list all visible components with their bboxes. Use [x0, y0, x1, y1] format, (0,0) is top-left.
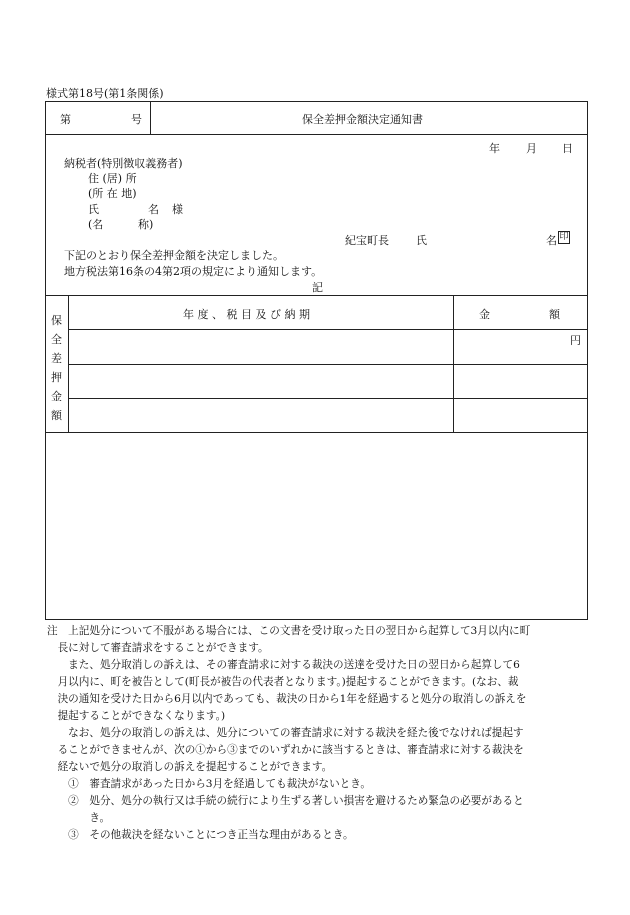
number-label-left: 第: [60, 113, 71, 126]
table-top-border: [45, 295, 588, 296]
date-day: 日: [562, 142, 573, 155]
note-line: ① 審査請求があった日から3月を経過しても裁決がないとき。: [47, 778, 372, 790]
note-line: ③ その他裁決を経ないことにつき正当な理由があるとき。: [47, 829, 354, 841]
addressee-corp-left: (名: [88, 218, 104, 231]
note-line: き。: [47, 812, 111, 824]
notice-line-1: 下記のとおり保全差押金額を決定しました。: [64, 249, 284, 262]
addressee-heading: 納税者(特別徴収義務者): [64, 157, 183, 170]
addressee-address: 住 (居) 所: [88, 172, 137, 185]
date-month: 月: [526, 142, 537, 155]
note-line: 長に対して審査請求をすることができます。: [47, 642, 269, 654]
column-header-amount-right: 額: [549, 308, 560, 321]
yen-unit: 円: [570, 334, 581, 347]
table-row-line-1: [68, 329, 588, 330]
note-line: 月以内に、町を被告として(町長が被告の代表者となります。)提起することができます。(なお、裁: [47, 676, 519, 688]
note-line: 提起することができなくなります。): [47, 710, 226, 722]
ki-label: 記: [312, 281, 323, 294]
side-label-char: 全: [51, 333, 62, 346]
issuer-mei: 名: [546, 234, 557, 247]
addressee-corp-right: 称): [138, 218, 154, 231]
note-line: なお、処分の取消しの訴えは、処分についての審査請求に対する裁決を経た後でなければ提起す: [47, 727, 524, 739]
addressee-name-mid: 名: [148, 203, 159, 216]
addressee-name-left: 氏: [88, 203, 99, 216]
note-line: 注 上記処分について不服がある場合には、この文書を受け取った日の翌日から起算して3月以内に町: [47, 625, 531, 637]
issuer-mayor: 紀宝町長: [345, 234, 389, 247]
form-id: 様式第18号(第1条関係): [46, 87, 164, 100]
notice-line-2: 地方税法第16条の4第2項の規定により通知します。: [64, 265, 323, 278]
issuer-shi: 氏: [416, 234, 427, 247]
side-label-char: 保: [51, 314, 62, 327]
side-label-char: 押: [51, 371, 62, 384]
seal-mark: 印: [559, 232, 569, 242]
header-divider: [45, 134, 588, 135]
note-line: ることができませんが、次の①から③までのいずれかに該当するときは、審査請求に対する裁決を: [47, 744, 524, 756]
note-line: また、処分取消しの訴えは、その審査請求に対する裁決の送達を受けた日の翌日から起算して6: [47, 659, 520, 671]
table-bottom-border: [45, 432, 588, 433]
side-label-char: 金: [51, 390, 62, 403]
column-header-period: 年 度 、 税 目 及 び 納 期: [183, 308, 310, 321]
table-row-line-3: [68, 398, 588, 399]
number-label-right: 号: [131, 113, 142, 126]
note-line: 決の通知を受けた日から6月以内であっても、裁決の日から1年を経過すると処分の取消しの訴えを: [47, 693, 527, 705]
column-header-amount-left: 金: [479, 308, 490, 321]
document-title: 保全差押金額決定通知書: [302, 113, 423, 126]
side-label-char: 差: [51, 352, 62, 365]
date-year: 年: [489, 142, 500, 155]
table-row-line-2: [68, 364, 588, 365]
note-line: 経ないで処分の取消しの訴えを提起することができます。: [47, 761, 333, 773]
note-line: ② 処分、処分の執行又は手続の続行により生ずる著しい損害を避けるため緊急の必要があると: [47, 795, 524, 807]
addressee-location: (所 在 地): [88, 187, 137, 200]
side-label-char: 額: [51, 409, 62, 422]
addressee-honorific: 様: [172, 203, 183, 216]
header-vertical-divider: [150, 101, 151, 134]
